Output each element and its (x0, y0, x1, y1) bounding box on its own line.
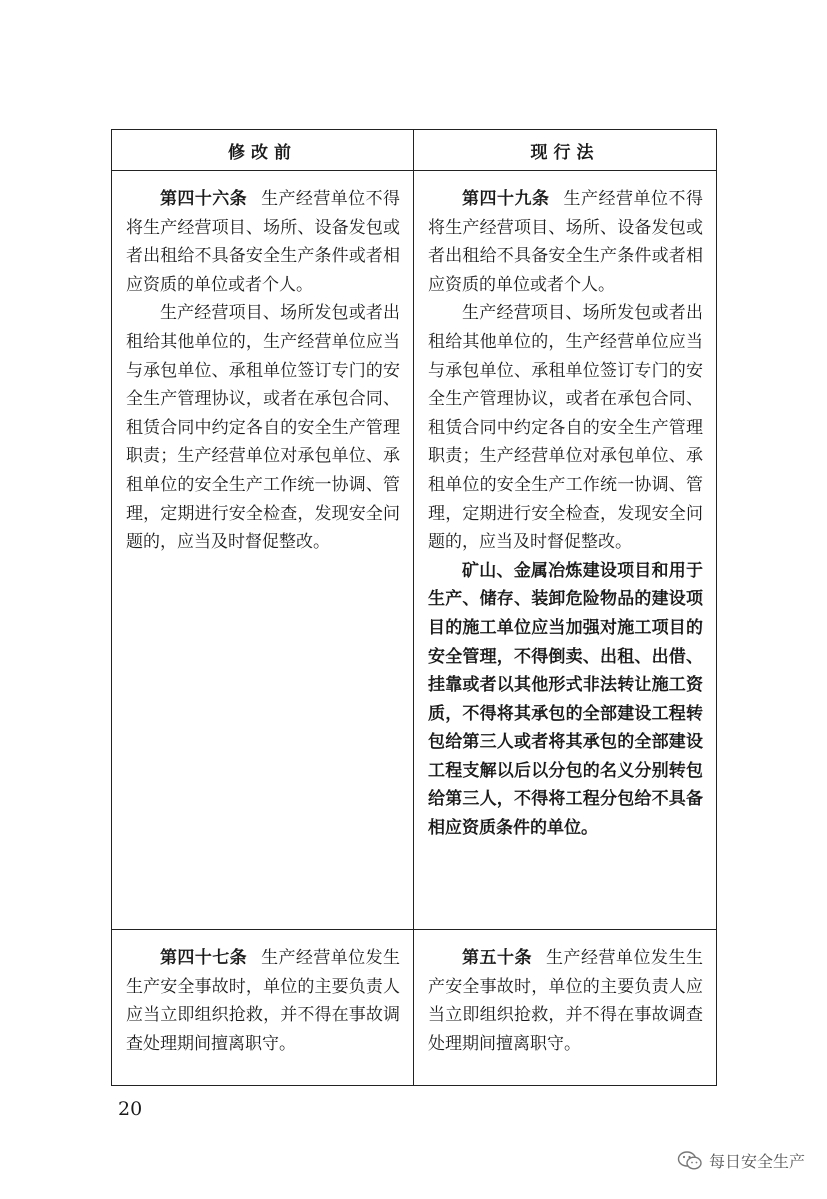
article-number: 第五十条 (462, 948, 532, 968)
table-header-row (112, 130, 717, 171)
table-row (112, 171, 717, 930)
wechat-icon (677, 1150, 703, 1172)
cell-current (414, 930, 717, 1086)
cell-before (112, 171, 414, 930)
paragraph-text: 生产经营单位发生生产安全事故时，单位的主要负责人应当立即组织抢救，并不得在事故调查处理期间擅离职守。 (428, 948, 703, 1054)
paragraph-text: 矿山、金属冶炼建设项目和用于生产、储存、装卸危险物品的建设项目的施工单位应当加强对施工项目的安全管理，不得倒卖、出租、出借、挂靠或者以其他形式非法转让施工资质，不得将其承包的全部建设工程转包给第三人或者将其承包的全部建设工程支解以后以分包的名义分别转包给第三人，不得将工程分包给不具备相应资质条件的单位。 (428, 560, 703, 839)
paragraph (428, 185, 703, 299)
paragraph (126, 185, 400, 299)
article-number: 第四十七条 (160, 948, 248, 968)
cell-current (414, 171, 717, 930)
watermark (677, 1149, 805, 1172)
comparison-table (111, 129, 717, 1086)
new-paragraph-bold (428, 557, 703, 843)
paragraph-text: 生产经营单位不得将生产经营项目、场所、设备发包或者出租给不具备安全生产条件或者相应资质的单位或者个人。 (126, 189, 401, 295)
paragraph (126, 299, 400, 556)
paragraph (126, 944, 400, 1058)
header-current: 现行法 (414, 130, 717, 171)
header-before: 修改前 (112, 130, 414, 171)
article-number: 第四十六条 (160, 189, 248, 209)
paragraph-text: 生产经营单位不得将生产经营项目、场所、设备发包或者出租给不具备安全生产条件或者相应资质的单位或者个人。 (428, 189, 703, 295)
paragraph-text: 生产经营单位发生生产安全事故时，单位的主要负责人应当立即组织抢救，并不得在事故调查处理期间擅离职守。 (126, 948, 401, 1054)
watermark-text: 每日安全生产 (708, 1152, 805, 1171)
table-row (112, 930, 717, 1086)
article-number: 第四十九条 (462, 189, 550, 209)
paragraph (428, 299, 703, 556)
paragraph-text: 生产经营项目、场所发包或者出租给其他单位的，生产经营单位应当与承包单位、承租单位签订专门的安全生产管理协议，或者在承包合同、租赁合同中约定各自的安全生产管理职责；生产经营单位对承包单位、承租单位的安全生产工作统一协调、管理，定期进行安全检查，发现安全问题的，应当及时督促整改。 (126, 303, 400, 553)
page-number: 20 (118, 1098, 143, 1120)
paragraph (428, 944, 703, 1058)
cell-before (112, 930, 414, 1086)
paragraph-text: 生产经营项目、场所发包或者出租给其他单位的，生产经营单位应当与承包单位、承租单位签订专门的安全生产管理协议，或者在承包合同、租赁合同中约定各自的安全生产管理职责；生产经营单位对承包单位、承租单位的安全生产工作统一协调、管理，定期进行安全检查，发现安全问题的，应当及时督促整改。 (428, 303, 703, 553)
